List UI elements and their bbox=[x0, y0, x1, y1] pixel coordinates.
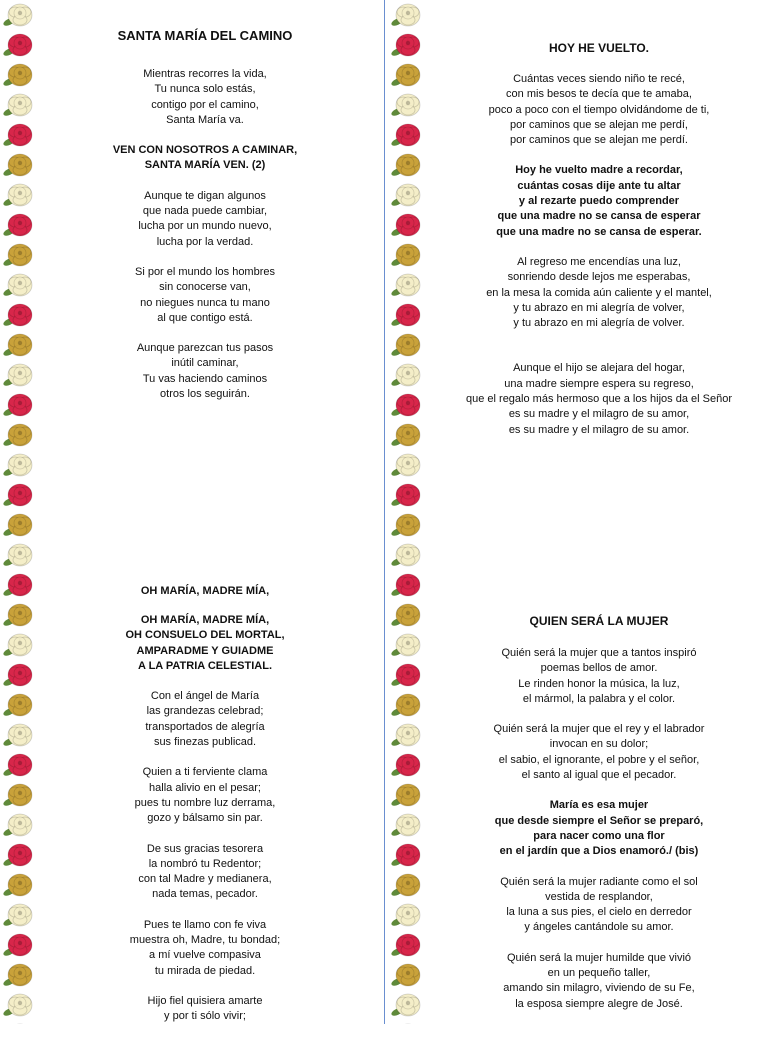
rose-icon bbox=[390, 1020, 426, 1024]
rose-icon bbox=[2, 180, 38, 210]
lyric-line: el sabio, el ignorante, el pobre y el señor, bbox=[498, 753, 700, 766]
lyric-line: es su madre y el milagro de su amor, bbox=[508, 408, 690, 421]
verse-stanza bbox=[440, 951, 758, 1012]
rose-icon bbox=[2, 300, 38, 330]
lyric-line: y ángeles cantándole su amor. bbox=[524, 921, 674, 934]
lyric-line: Tu nunca solo estás, bbox=[154, 83, 256, 96]
lyric-line: María es esa mujer bbox=[549, 799, 649, 812]
rose-icon bbox=[2, 60, 38, 90]
rose-border-right bbox=[390, 0, 430, 1024]
rose-icon bbox=[390, 870, 426, 900]
chorus-stanza bbox=[60, 613, 350, 674]
rose-icon bbox=[390, 90, 426, 120]
verse-stanza bbox=[440, 361, 758, 437]
lyric-line: que nada puede cambiar, bbox=[142, 205, 268, 218]
verse-stanza bbox=[60, 765, 350, 826]
lyric-line: Le rinden honor la música, la luz, bbox=[518, 677, 680, 690]
rose-icon bbox=[2, 660, 38, 690]
rose-border-left bbox=[2, 0, 42, 1024]
rose-icon bbox=[2, 840, 38, 870]
lyric-line: nada temas, pecador. bbox=[152, 888, 258, 901]
lyric-line: Si por el mundo los hombres bbox=[134, 265, 275, 278]
rose-icon bbox=[390, 330, 426, 360]
lyric-line: tu mirada de piedad. bbox=[154, 964, 256, 977]
rose-icon bbox=[2, 630, 38, 660]
rose-icon bbox=[2, 120, 38, 150]
lyric-line: OH MARÍA, MADRE MÍA, bbox=[140, 614, 270, 626]
rose-icon bbox=[2, 150, 38, 180]
lyric-line: Mientras recorres la vida, bbox=[143, 68, 267, 80]
song-title: OH MARÍA, MADRE MÍA, bbox=[140, 585, 270, 597]
rose-icon bbox=[390, 30, 426, 60]
lyric-line: Quién será la mujer que a tantos inspiró bbox=[501, 647, 697, 659]
lyric-line: otros los seguirán. bbox=[160, 388, 250, 401]
lyric-line: Aunque parezcan tus pasos bbox=[136, 342, 274, 355]
rose-icon bbox=[390, 360, 426, 390]
rose-icon bbox=[2, 0, 38, 30]
rose-icon bbox=[390, 630, 426, 660]
lyric-line: Quién será la mujer que el rey y el labrador bbox=[493, 723, 705, 736]
lyric-line: es su madre y el milagro de su amor. bbox=[508, 423, 690, 436]
rose-icon bbox=[390, 960, 426, 990]
lyric-line: VEN CON NOSOTROS A CAMINAR, bbox=[112, 144, 298, 157]
lyric-line: la esposa siempre alegre de José. bbox=[515, 997, 683, 1010]
song-quien-sera-la-mujer bbox=[440, 613, 758, 1027]
rose-icon bbox=[2, 450, 38, 480]
lyric-line: al que contigo está. bbox=[157, 311, 253, 324]
rose-icon bbox=[390, 390, 426, 420]
verse-stanza bbox=[440, 72, 758, 148]
rose-icon bbox=[390, 150, 426, 180]
lyric-line: invocan en su dolor; bbox=[549, 738, 649, 751]
rose-icon bbox=[390, 120, 426, 150]
rose-icon bbox=[390, 780, 426, 810]
lyric-line: Hijo fiel quisiera amarte bbox=[147, 994, 263, 1007]
lyric-line: Quien a ti ferviente clama bbox=[142, 766, 268, 779]
lyric-line: vestida de resplandor, bbox=[545, 890, 653, 903]
lyric-line: transportados de alegría bbox=[145, 720, 265, 733]
lyric-line: que una madre no se cansa de esperar. bbox=[496, 225, 702, 238]
lyric-line: contigo por el camino, bbox=[151, 98, 259, 111]
lyric-line: y tu abrazo en mi alegría de volver, bbox=[513, 301, 685, 314]
verse-stanza bbox=[440, 646, 758, 707]
lyric-line: Cuántas veces siendo niño te recé, bbox=[513, 73, 685, 85]
lyric-line: OH CONSUELO DEL MORTAL, bbox=[125, 629, 285, 642]
rose-icon bbox=[390, 240, 426, 270]
rose-icon bbox=[390, 510, 426, 540]
rose-icon bbox=[2, 30, 38, 60]
rose-icon bbox=[390, 930, 426, 960]
lyric-line: Aunque el hijo se alejara del hogar, bbox=[513, 362, 685, 375]
verse-stanza bbox=[440, 722, 758, 783]
rose-icon bbox=[2, 90, 38, 120]
lyric-line: AMPARADME Y GUIADME bbox=[136, 644, 274, 657]
rose-icon bbox=[390, 690, 426, 720]
rose-icon bbox=[2, 750, 38, 780]
rose-icon bbox=[390, 60, 426, 90]
rose-icon bbox=[2, 540, 38, 570]
rose-icon bbox=[2, 1020, 38, 1024]
lyric-line: no niegues nunca tu mano bbox=[140, 296, 270, 309]
chorus-stanza bbox=[60, 143, 350, 174]
lyric-line: una madre siempre espera su regreso, bbox=[504, 377, 694, 390]
lyric-line: muestra oh, Madre, tu bondad; bbox=[129, 934, 281, 947]
rose-icon bbox=[390, 660, 426, 690]
rose-icon bbox=[390, 420, 426, 450]
lyric-line: la luna a sus pies, el cielo en derredor bbox=[506, 906, 692, 919]
lyric-line: sonriendo desde lejos me esperabas, bbox=[507, 271, 691, 284]
lyric-line: Quién será la mujer humilde que vivió bbox=[506, 951, 692, 964]
song-santa-maria-del-camino bbox=[60, 28, 350, 417]
lyric-line: por caminos que se alejan me perdí. bbox=[510, 134, 688, 147]
lyric-line: gozo y bálsamo sin par. bbox=[147, 812, 263, 825]
rose-icon bbox=[390, 450, 426, 480]
lyric-line: Pues te llamo con fe viva bbox=[143, 918, 267, 931]
verse-stanza bbox=[60, 689, 350, 750]
lyric-line: con tal Madre y medianera, bbox=[138, 873, 272, 886]
rose-icon bbox=[390, 900, 426, 930]
rose-icon bbox=[2, 690, 38, 720]
lyric-line: cuántas cosas dije ante tu altar bbox=[517, 179, 681, 192]
rose-icon bbox=[390, 210, 426, 240]
song-title: QUIEN SERÁ LA MUJER bbox=[529, 614, 669, 628]
lyric-line: sus finezas publicad. bbox=[153, 736, 257, 749]
lyric-line: amando sin milagro, viviendo de su Fe, bbox=[503, 982, 695, 995]
lyric-line: en el jardín que a Dios enamoró./ (bis) bbox=[499, 845, 699, 858]
lyric-line: por caminos que se alejan me perdí, bbox=[510, 118, 688, 131]
rose-icon bbox=[390, 540, 426, 570]
rose-icon bbox=[2, 360, 38, 390]
rose-icon bbox=[390, 0, 426, 30]
rose-icon bbox=[390, 300, 426, 330]
rose-icon bbox=[2, 930, 38, 960]
rose-icon bbox=[2, 510, 38, 540]
rose-icon bbox=[2, 480, 38, 510]
rose-icon bbox=[390, 270, 426, 300]
verse-stanza bbox=[60, 189, 350, 250]
column-divider bbox=[384, 0, 385, 1024]
verse-stanza bbox=[60, 265, 350, 326]
rose-icon bbox=[2, 870, 38, 900]
lyric-line: lucha por la verdad. bbox=[156, 235, 254, 248]
rose-icon bbox=[2, 810, 38, 840]
rose-icon bbox=[2, 210, 38, 240]
rose-icon bbox=[2, 330, 38, 360]
rose-icon bbox=[390, 810, 426, 840]
lyric-line: que una madre no se cansa de esperar bbox=[497, 210, 701, 223]
verse-stanza bbox=[60, 842, 350, 903]
lyric-line: sin conocerse van, bbox=[159, 281, 251, 294]
rose-icon bbox=[390, 180, 426, 210]
rose-icon bbox=[2, 900, 38, 930]
rose-icon bbox=[2, 240, 38, 270]
rose-icon bbox=[2, 270, 38, 300]
rose-icon bbox=[390, 840, 426, 870]
lyric-line: la nombró tu Redentor; bbox=[148, 857, 262, 870]
lyric-line: Hoy he vuelto madre a recordar, bbox=[515, 164, 683, 177]
verse-stanza bbox=[440, 875, 758, 936]
lyric-line: que desde siempre el Señor se preparó, bbox=[494, 814, 704, 827]
rose-icon bbox=[2, 780, 38, 810]
rose-icon bbox=[2, 990, 38, 1020]
rose-icon bbox=[390, 720, 426, 750]
lyric-line: en la mesa la comida aún caliente y el mantel, bbox=[486, 286, 712, 299]
lyric-line: SANTA MARÍA VEN. (2) bbox=[144, 159, 266, 172]
verse-stanza bbox=[60, 67, 350, 128]
rose-icon bbox=[2, 420, 38, 450]
lyric-line: A LA PATRIA CELESTIAL. bbox=[137, 659, 273, 672]
lyric-line: a mí vuelve compasiva bbox=[149, 949, 261, 962]
lyric-line: el mármol, la palabra y el color. bbox=[522, 692, 676, 705]
rose-icon bbox=[390, 600, 426, 630]
lyric-line: con mis besos te decía que te amaba, bbox=[506, 88, 692, 101]
song-hoy-he-vuelto bbox=[440, 40, 758, 453]
lyric-line: poco a poco con el tiempo olvidándome de ti, bbox=[488, 103, 710, 116]
lyric-line: Santa María va. bbox=[166, 113, 244, 126]
rose-icon bbox=[2, 600, 38, 630]
verse-stanza bbox=[60, 994, 350, 1025]
song-title: HOY HE VUELTO. bbox=[548, 41, 650, 55]
lyric-line: y por ti sólo vivir; bbox=[164, 1010, 246, 1023]
lyric-line: que el regalo más hermoso que a los hijos da el Señor bbox=[466, 393, 732, 406]
lyric-line: las grandezas celebrad; bbox=[146, 705, 264, 718]
rose-icon bbox=[390, 990, 426, 1020]
lyric-line: para nacer como una flor bbox=[533, 829, 665, 842]
chorus-stanza bbox=[440, 163, 758, 239]
rose-icon bbox=[390, 480, 426, 510]
lyric-line: Con el ángel de María bbox=[150, 690, 260, 703]
verse-stanza bbox=[60, 918, 350, 979]
rose-icon bbox=[2, 720, 38, 750]
lyric-line: poemas bellos de amor. bbox=[540, 662, 658, 675]
lyric-line: y al rezarte puedo comprender bbox=[518, 195, 680, 208]
rose-icon bbox=[2, 570, 38, 600]
lyric-line: Quién será la mujer radiante como el sol bbox=[500, 875, 698, 888]
lyric-line: halla alivio en el pesar; bbox=[149, 781, 261, 794]
lyric-line: pues tu nombre luz derrama, bbox=[134, 796, 276, 809]
chorus-stanza bbox=[440, 798, 758, 859]
song-title: SANTA MARÍA DEL CAMINO bbox=[117, 28, 293, 43]
verse-stanza bbox=[60, 341, 350, 402]
lyric-line: lucha por un mundo nuevo, bbox=[138, 220, 272, 233]
lyric-line: Tu vas haciendo caminos bbox=[142, 372, 268, 385]
lyric-line: inútil caminar, bbox=[171, 357, 239, 370]
lyric-line: De sus gracias tesorera bbox=[146, 842, 264, 855]
rose-icon bbox=[2, 960, 38, 990]
lyric-line: y tu abrazo en mi alegría de volver. bbox=[513, 317, 685, 330]
lyric-line: en un pequeño taller, bbox=[547, 967, 651, 980]
verse-stanza bbox=[440, 255, 758, 331]
lyric-line: el santo al igual que el pecador. bbox=[521, 769, 677, 782]
rose-icon bbox=[2, 390, 38, 420]
lyric-line: Al regreso me encendías una luz, bbox=[517, 255, 681, 268]
song-oh-maria-madre-mia bbox=[60, 584, 350, 1040]
rose-icon bbox=[390, 570, 426, 600]
rose-icon bbox=[390, 750, 426, 780]
lyric-line: Aunque te digan algunos bbox=[144, 189, 266, 202]
